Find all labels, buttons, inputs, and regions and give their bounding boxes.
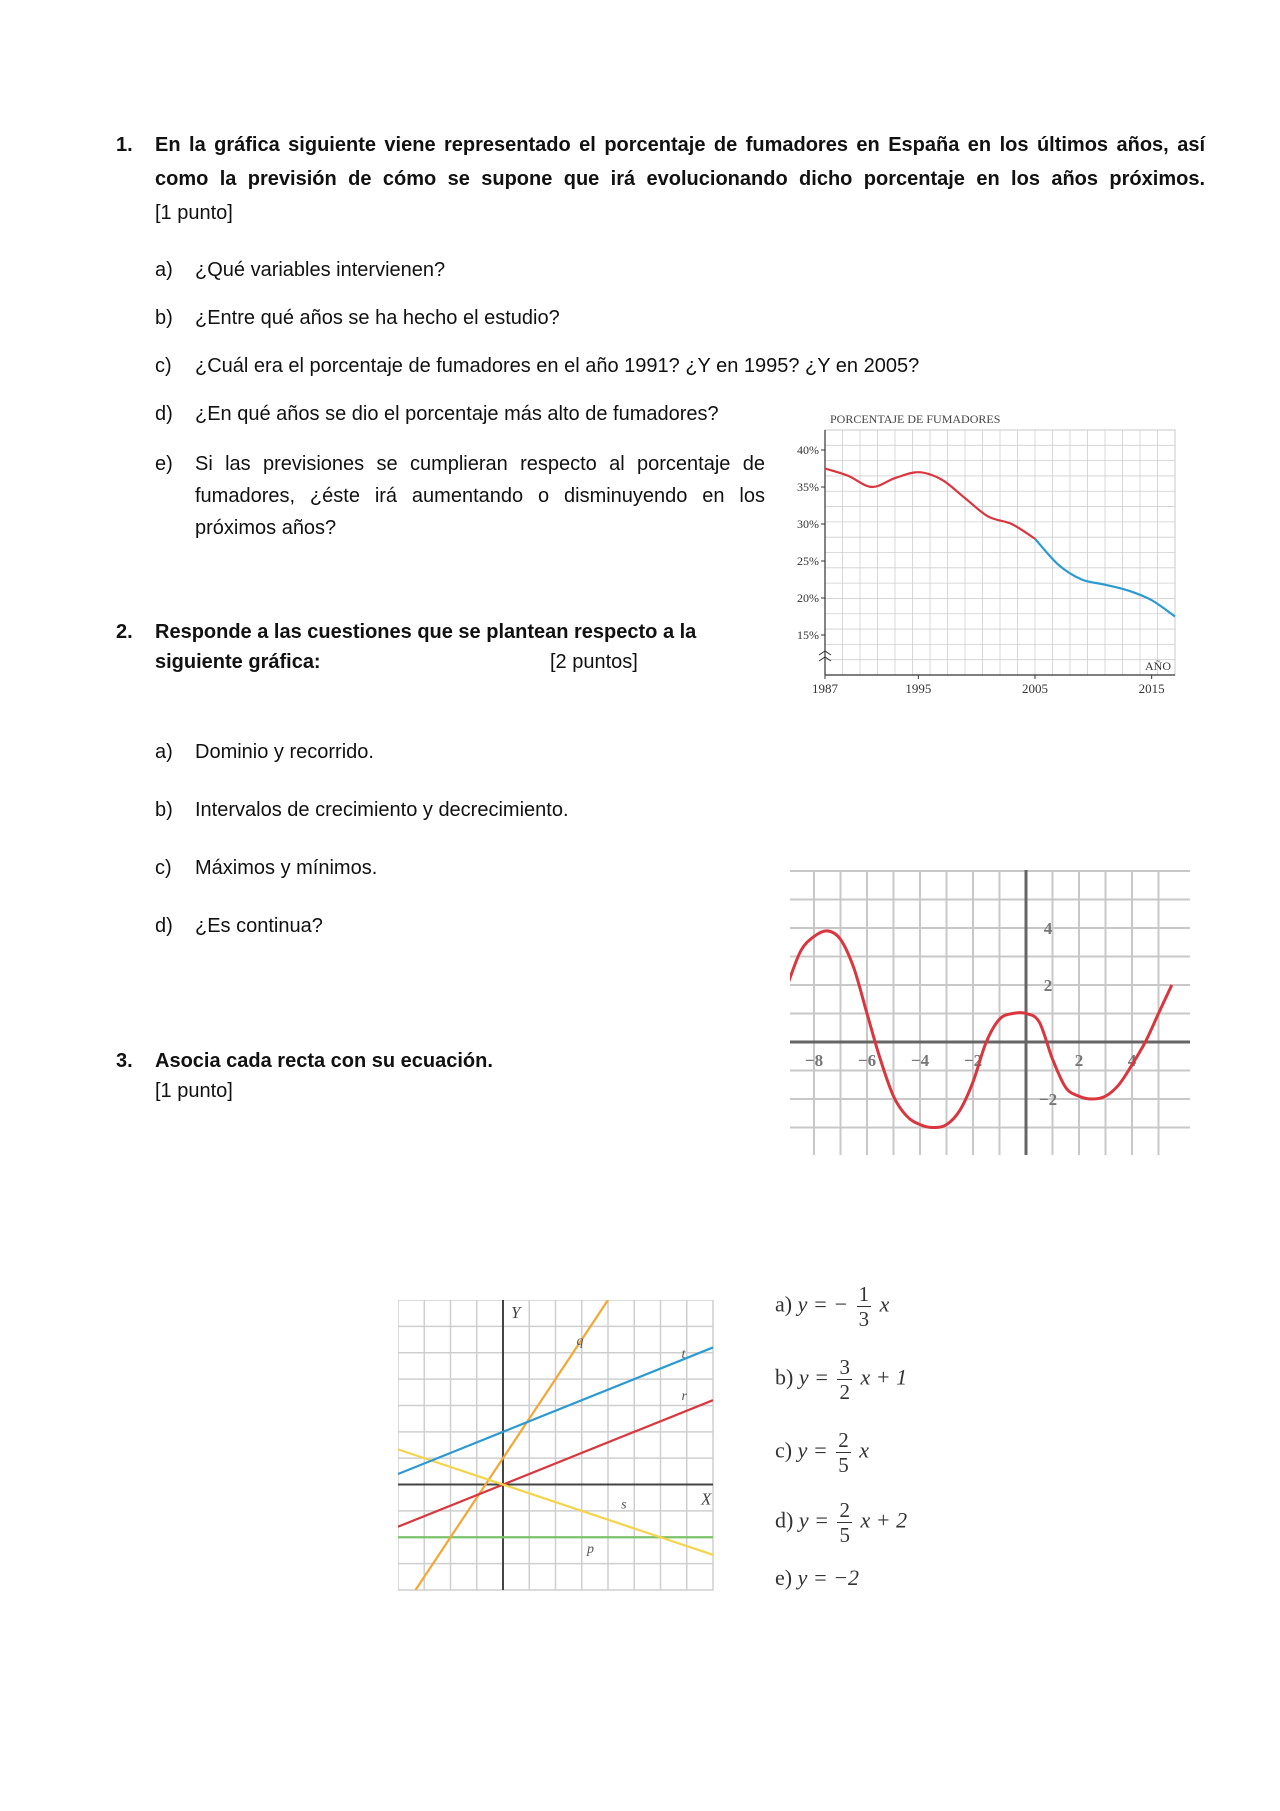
fraction-denominator: 3 xyxy=(858,1307,870,1331)
equation-label: c) xyxy=(775,1437,793,1463)
q2-item-label: b) xyxy=(155,799,173,821)
line-label-t: t xyxy=(681,1347,686,1362)
y-tick-label: 4 xyxy=(1043,919,1053,938)
equation-prefix: y = xyxy=(798,1507,829,1533)
fraction-numerator: 1 xyxy=(858,1282,870,1306)
q2-item-label: c) xyxy=(155,857,172,879)
q2-item-text: Intervalos de crecimiento y decrecimiento. xyxy=(195,799,569,821)
equation-label: e) xyxy=(775,1565,793,1590)
y-tick-label: 20% xyxy=(797,591,819,605)
q1-item-label: d) xyxy=(155,403,173,425)
equation-b xyxy=(775,1355,907,1404)
y-tick-label: 15% xyxy=(797,628,819,642)
q2-item-label: d) xyxy=(155,915,173,937)
fraction-denominator: 2 xyxy=(839,1380,850,1404)
q1-item-text-line3: próximos años? xyxy=(195,517,337,539)
q1-item-text: ¿Cuál era el porcentaje de fumadores en el año 1991? ¿Y en 1995? ¿Y en 2005? xyxy=(195,355,920,377)
q1-item-text: ¿Qué variables intervienen? xyxy=(195,259,446,281)
equation-suffix: x xyxy=(879,1291,890,1317)
q1-item-label: a) xyxy=(155,259,173,281)
q1-item-label: c) xyxy=(155,355,172,377)
x-tick-label: 1987 xyxy=(812,681,838,696)
equation-label: a) xyxy=(775,1291,793,1317)
y-axis-label: Y xyxy=(511,1303,521,1322)
fraction-numerator: 3 xyxy=(839,1355,850,1379)
x-tick-label: 2005 xyxy=(1022,681,1048,696)
fraction-denominator: 5 xyxy=(839,1523,850,1547)
line-label-s: s xyxy=(621,1497,627,1513)
equation-c xyxy=(775,1428,869,1477)
x-axis-label: AÑO xyxy=(1145,659,1171,673)
y-tick-label: 25% xyxy=(797,554,819,568)
smokers-chart xyxy=(780,405,1200,715)
y-tick-label: 40% xyxy=(797,443,819,457)
x-axis-label: X xyxy=(701,1489,712,1509)
x-tick-label: 2015 xyxy=(1138,681,1165,696)
y-tick-label: 2 xyxy=(1043,976,1053,995)
equation-prefix: y = − xyxy=(797,1291,849,1317)
x-tick-label: 1995 xyxy=(905,681,932,696)
equation-fraction xyxy=(857,1282,872,1331)
q1-item-text: ¿Entre qué años se ha hecho el estudio? xyxy=(195,307,560,329)
equation-prefix: y = xyxy=(797,1437,828,1463)
y-tick-label: −2 xyxy=(1038,1090,1058,1109)
q1-item-text: ¿En qué años se dio el porcentaje más alto de fumadores? xyxy=(195,403,719,425)
fraction-numerator: 2 xyxy=(839,1498,850,1522)
equation-a xyxy=(775,1282,889,1331)
q2-number: 2. xyxy=(116,621,133,643)
function-graph xyxy=(790,870,1200,1160)
q2-text-line2: siguiente gráfica: xyxy=(155,651,321,673)
q3-number: 3. xyxy=(116,1050,133,1072)
q3-text: Asocia cada recta con su ecuación. xyxy=(155,1050,493,1072)
equation-prefix: y = xyxy=(798,1364,829,1390)
q3-points: [1 punto] xyxy=(155,1080,233,1102)
x-tick-label: −2 xyxy=(963,1051,983,1070)
line-label-q: q xyxy=(576,1333,584,1349)
y-tick-label: 30% xyxy=(797,517,819,531)
q1-item-e xyxy=(155,448,765,548)
q2-item-text: ¿Es continua? xyxy=(195,915,323,937)
x-tick-label: −4 xyxy=(910,1051,930,1070)
x-tick-label: 2 xyxy=(1074,1051,1084,1070)
x-tick-label: 4 xyxy=(1127,1051,1137,1070)
q2-item-text: Dominio y recorrido. xyxy=(195,741,374,763)
q2-item-text: Máximos y mínimos. xyxy=(195,857,378,879)
q2-item-label: a) xyxy=(155,741,173,763)
equation-suffix: x + 2 xyxy=(860,1507,908,1533)
equation-label: d) xyxy=(775,1507,794,1533)
x-tick-label: −8 xyxy=(804,1051,824,1070)
q1-item-text-line1: Si las previsiones se cumplieran respecto al porcentaje de xyxy=(195,453,765,475)
line-label-p: p xyxy=(587,1542,594,1558)
y-tick-label: 35% xyxy=(797,480,819,494)
equation-label: b) xyxy=(775,1364,794,1390)
chart-title: PORCENTAJE DE FUMADORES xyxy=(830,412,1001,426)
equation-e xyxy=(775,1565,859,1591)
equation-d xyxy=(775,1498,907,1547)
equation-suffix: x + 1 xyxy=(860,1364,908,1390)
fraction-denominator: 5 xyxy=(838,1453,849,1477)
q2-text-line1: Responde a las cuestiones que se plantean respecto a la xyxy=(155,621,697,643)
lines-graph xyxy=(398,1300,718,1600)
fraction-numerator: 2 xyxy=(838,1428,849,1452)
q1-item-label: b) xyxy=(155,307,173,329)
q1-text-line1: En la gráfica siguiente viene representado el porcentaje de fumadores en España en los últimos años, así xyxy=(155,134,1205,156)
equation-prefix: y = −2 xyxy=(797,1565,860,1590)
equation-fraction xyxy=(836,1428,851,1477)
equation-fraction xyxy=(837,1355,852,1404)
line-label-r: r xyxy=(681,1389,687,1405)
q1-item-label: e) xyxy=(155,453,173,475)
q1-item-text-line2: fumadores, ¿éste irá aumentando o disminuyendo en los xyxy=(195,485,765,507)
q1-text-line2: como la previsión de cómo se supone que irá evolucionando dicho porcentaje en los años próximos. xyxy=(155,168,1205,190)
q2-points: [2 puntos] xyxy=(550,651,638,673)
equation-suffix: x xyxy=(859,1437,869,1463)
q1-number: 1. xyxy=(116,134,133,156)
x-tick-label: −6 xyxy=(857,1051,877,1070)
equation-fraction xyxy=(837,1498,852,1547)
q1-points: [1 punto] xyxy=(155,202,233,224)
